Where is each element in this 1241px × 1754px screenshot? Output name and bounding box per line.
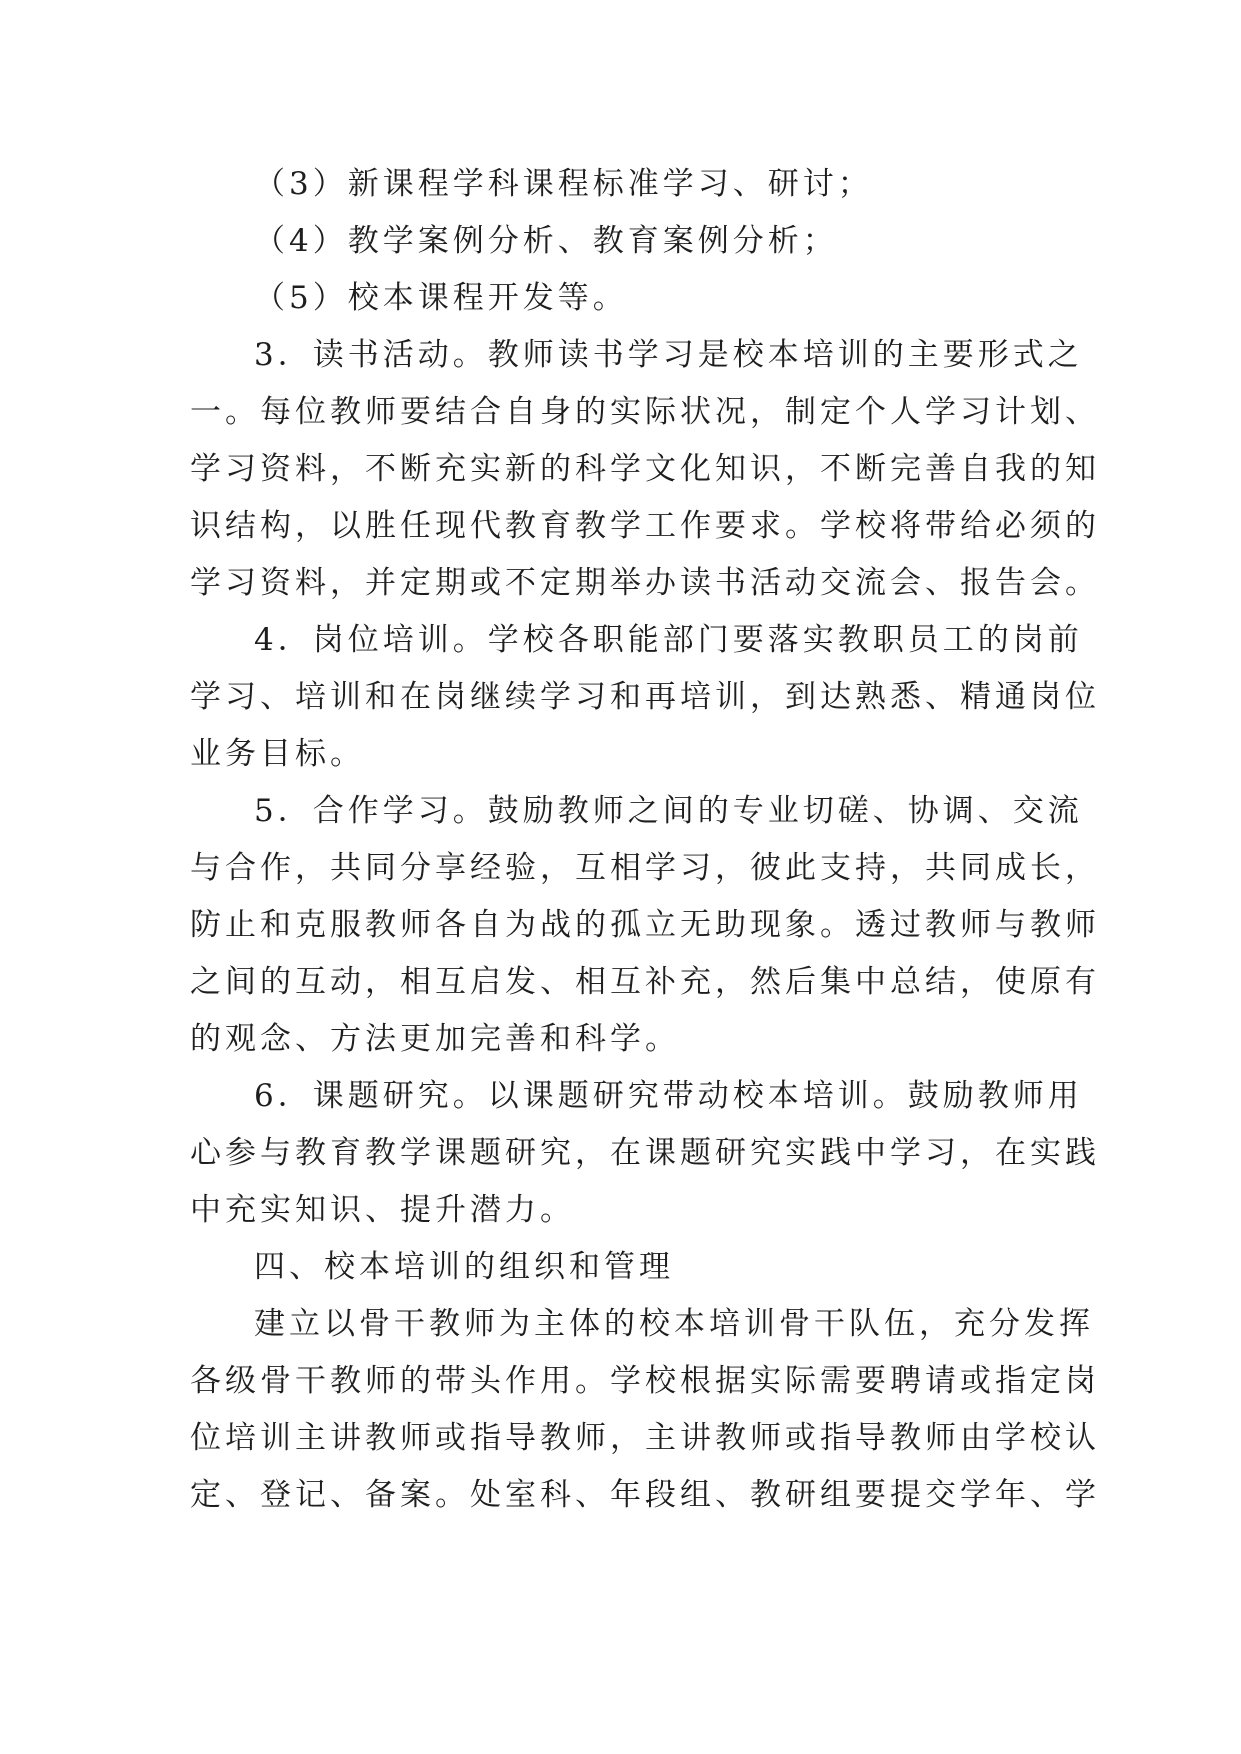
- paragraph-reading-activity-line: 3．读书活动。教师读书学习是校本培训的主要形式之: [254, 337, 1083, 373]
- paragraph-cooperative-learning-line: 与合作，共同分享经验，互相学习，彼此支持，共同成长，: [190, 850, 1100, 886]
- section-heading: 四、校本培训的组织和管理: [254, 1249, 674, 1285]
- paragraph-reading-activity-line: 一。每位教师要结合自身的实际状况，制定个人学习计划、: [190, 394, 1100, 430]
- list-item-5: （5）校本课程开发等。: [254, 280, 628, 316]
- paragraph-post-training-line: 学习、培训和在岗继续学习和再培训，到达熟悉、精通岗位: [190, 679, 1100, 715]
- list-item-4: （4）教学案例分析、教育案例分析；: [254, 223, 838, 259]
- paragraph-research-line: 中充实知识、提升潜力。: [190, 1192, 575, 1228]
- paragraph-organization-line: 位培训主讲教师或指导教师，主讲教师或指导教师由学校认: [190, 1420, 1100, 1456]
- paragraph-research-line: 心参与教育教学课题研究，在课题研究实践中学习，在实践: [190, 1135, 1100, 1171]
- paragraph-reading-activity-line: 学习资料，不断充实新的科学文化知识，不断完善自我的知: [190, 451, 1100, 487]
- paragraph-cooperative-learning-line: 5．合作学习。鼓励教师之间的专业切磋、协调、交流: [254, 793, 1083, 829]
- paragraph-cooperative-learning-line: 的观念、方法更加完善和科学。: [190, 1021, 680, 1057]
- paragraph-reading-activity-line: 识结构，以胜任现代教育教学工作要求。学校将带给必须的: [190, 508, 1100, 544]
- paragraph-cooperative-learning-line: 之间的互动，相互启发、相互补充，然后集中总结，使原有: [190, 964, 1100, 1000]
- paragraph-organization-line: 各级骨干教师的带头作用。学校根据实际需要聘请或指定岗: [190, 1363, 1100, 1399]
- paragraph-cooperative-learning-line: 防止和克服教师各自为战的孤立无助现象。透过教师与教师: [190, 907, 1100, 943]
- paragraph-organization-line: 定、登记、备案。处室科、年段组、教研组要提交学年、学: [190, 1477, 1100, 1513]
- paragraph-research-line: 6．课题研究。以课题研究带动校本培训。鼓励教师用: [254, 1078, 1083, 1114]
- paragraph-organization-line: 建立以骨干教师为主体的校本培训骨干队伍，充分发挥: [254, 1306, 1094, 1342]
- list-item-3: （3）新课程学科课程标准学习、研讨；: [254, 166, 873, 202]
- paragraph-post-training-line: 4．岗位培训。学校各职能部门要落实教职员工的岗前: [254, 622, 1083, 658]
- paragraph-reading-activity-line: 学习资料，并定期或不定期举办读书活动交流会、报告会。: [190, 565, 1100, 601]
- paragraph-post-training-line: 业务目标。: [190, 736, 365, 772]
